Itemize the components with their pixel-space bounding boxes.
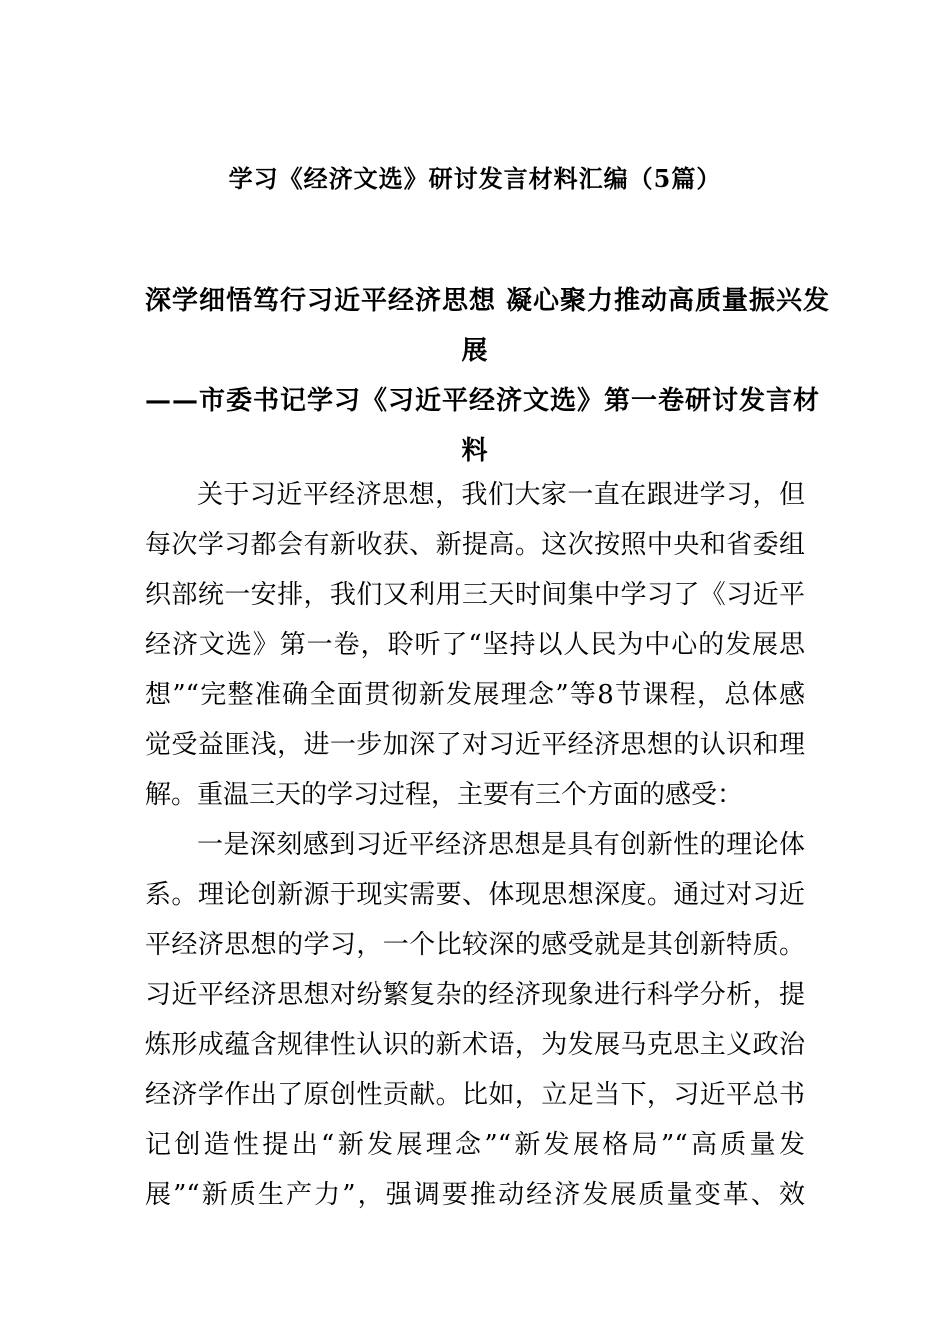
body-line: 炼形成蕴含规律性认识的新术语，为发展马克思主义政治 — [145, 1030, 805, 1060]
body-line: 关于习近平经济思想，我们大家一直在跟进学习，但 — [197, 480, 805, 510]
body-line: 织部统一安排，我们又利用三天时间集中学习了《习近平 — [145, 580, 805, 610]
body-line: 记创造性提出“新发展理念”“新发展格局”“高质量发 — [145, 1130, 805, 1160]
body-line: 习近平经济思想对纷繁复杂的经济现象进行科学分析，提 — [145, 980, 805, 1010]
body-line: 系。理论创新源于现实需要、体现思想深度。通过对习近 — [145, 880, 805, 910]
body-line: 每次学习都会有新收获、新提高。这次按照中央和省委组 — [145, 530, 805, 560]
body-line: 觉受益匪浅，进一步加深了对习近平经济思想的认识和理 — [145, 730, 805, 760]
body-line: 经济文选》第一卷，聆听了“坚持以人民为中心的发展思 — [145, 630, 805, 660]
heading-line: 展 — [461, 336, 489, 366]
body-line: 想”“完整准确全面贯彻新发展理念”等8节课程，总体感 — [145, 680, 805, 710]
subheading-line: ——市委书记学习《习近平经济文选》第一卷研讨发言材 — [145, 386, 821, 416]
body-line: 经济学作出了原创性贡献。比如，立足当下，习近平总书 — [145, 1080, 805, 1110]
document-title: 学习《经济文选》研讨发言材料汇编（5篇） — [228, 164, 722, 193]
body-line: 一是深刻感到习近平经济思想是具有创新性的理论体 — [197, 830, 805, 860]
heading-line: 深学细悟笃行习近平经济思想 凝心聚力推动高质量振兴发 — [145, 286, 831, 316]
body-line: 解。重温三天的学习过程，主要有三个方面的感受： — [145, 780, 744, 810]
subheading-line: 料 — [461, 436, 489, 466]
body-line: 展”“新质生产力”，强调要推动经济发展质量变革、效 — [145, 1180, 805, 1210]
article-heading — [145, 276, 831, 476]
body-line: 平经济思想的学习，一个比较深的感受就是其创新特质。 — [145, 930, 805, 960]
article-body — [145, 470, 805, 1220]
